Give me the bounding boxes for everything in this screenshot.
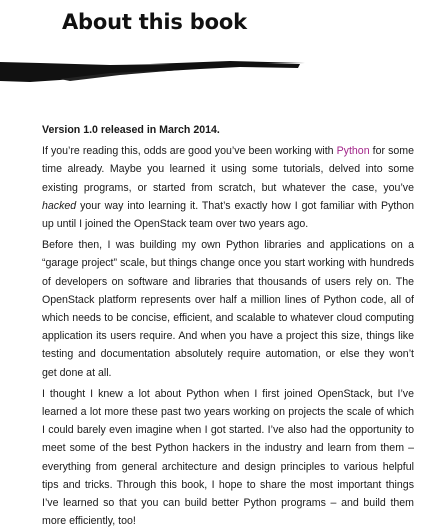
emphasis-hacked: hacked (42, 199, 77, 212)
chapter-title: About this book (62, 10, 247, 34)
paragraph-1-text-c: your way into learning it. That’s exactly how I got familiar with Python up until I joined the OpenStack team over two years ago. (42, 199, 414, 231)
python-link[interactable]: Python (336, 145, 370, 158)
release-note: Version 1.0 released in March 2014. (42, 124, 220, 136)
brush-stroke-divider (0, 52, 434, 92)
paragraph-1-text-a: If you’re reading this, odds are good you’ve been working with (42, 145, 337, 158)
paragraph-1-text-b: for some time already. Maybe you learned it using some tutorials, delved into some existing programs, or started from scratch, but whatever the case, you’ve (42, 145, 414, 194)
paragraph-2: Before then, I was building my own Python libraries and applications on a “garage project” scale, but things change once you start working with hundreds of developers on software and libraries that thousands of users rely on. The OpenStack platform represents over half a million lines of Python code, all of which needs to be concise, efficient, and scalable to whatever cloud computing application its users require. And when you have a project this size, things like testing and documentation absolutely require automation, or else they won’t get done at all. (42, 239, 414, 379)
paragraph-1 (42, 142, 414, 233)
preface-body (42, 121, 414, 530)
paragraph-3: I thought I knew a lot about Python when I first joined OpenStack, but I’ve learned a lot more these past two years working on projects the scale of which I could barely even imagine when I got started. I’ve also had the opportunity to meet some of the best Python hackers in the industry and learn from them – everything from general architecture and design principles to various helpful tips and tricks. Through this book, I hope to share the most important things I’ve learned so that you can build better Python programs – and build them more efficiently, too! (42, 387, 414, 528)
